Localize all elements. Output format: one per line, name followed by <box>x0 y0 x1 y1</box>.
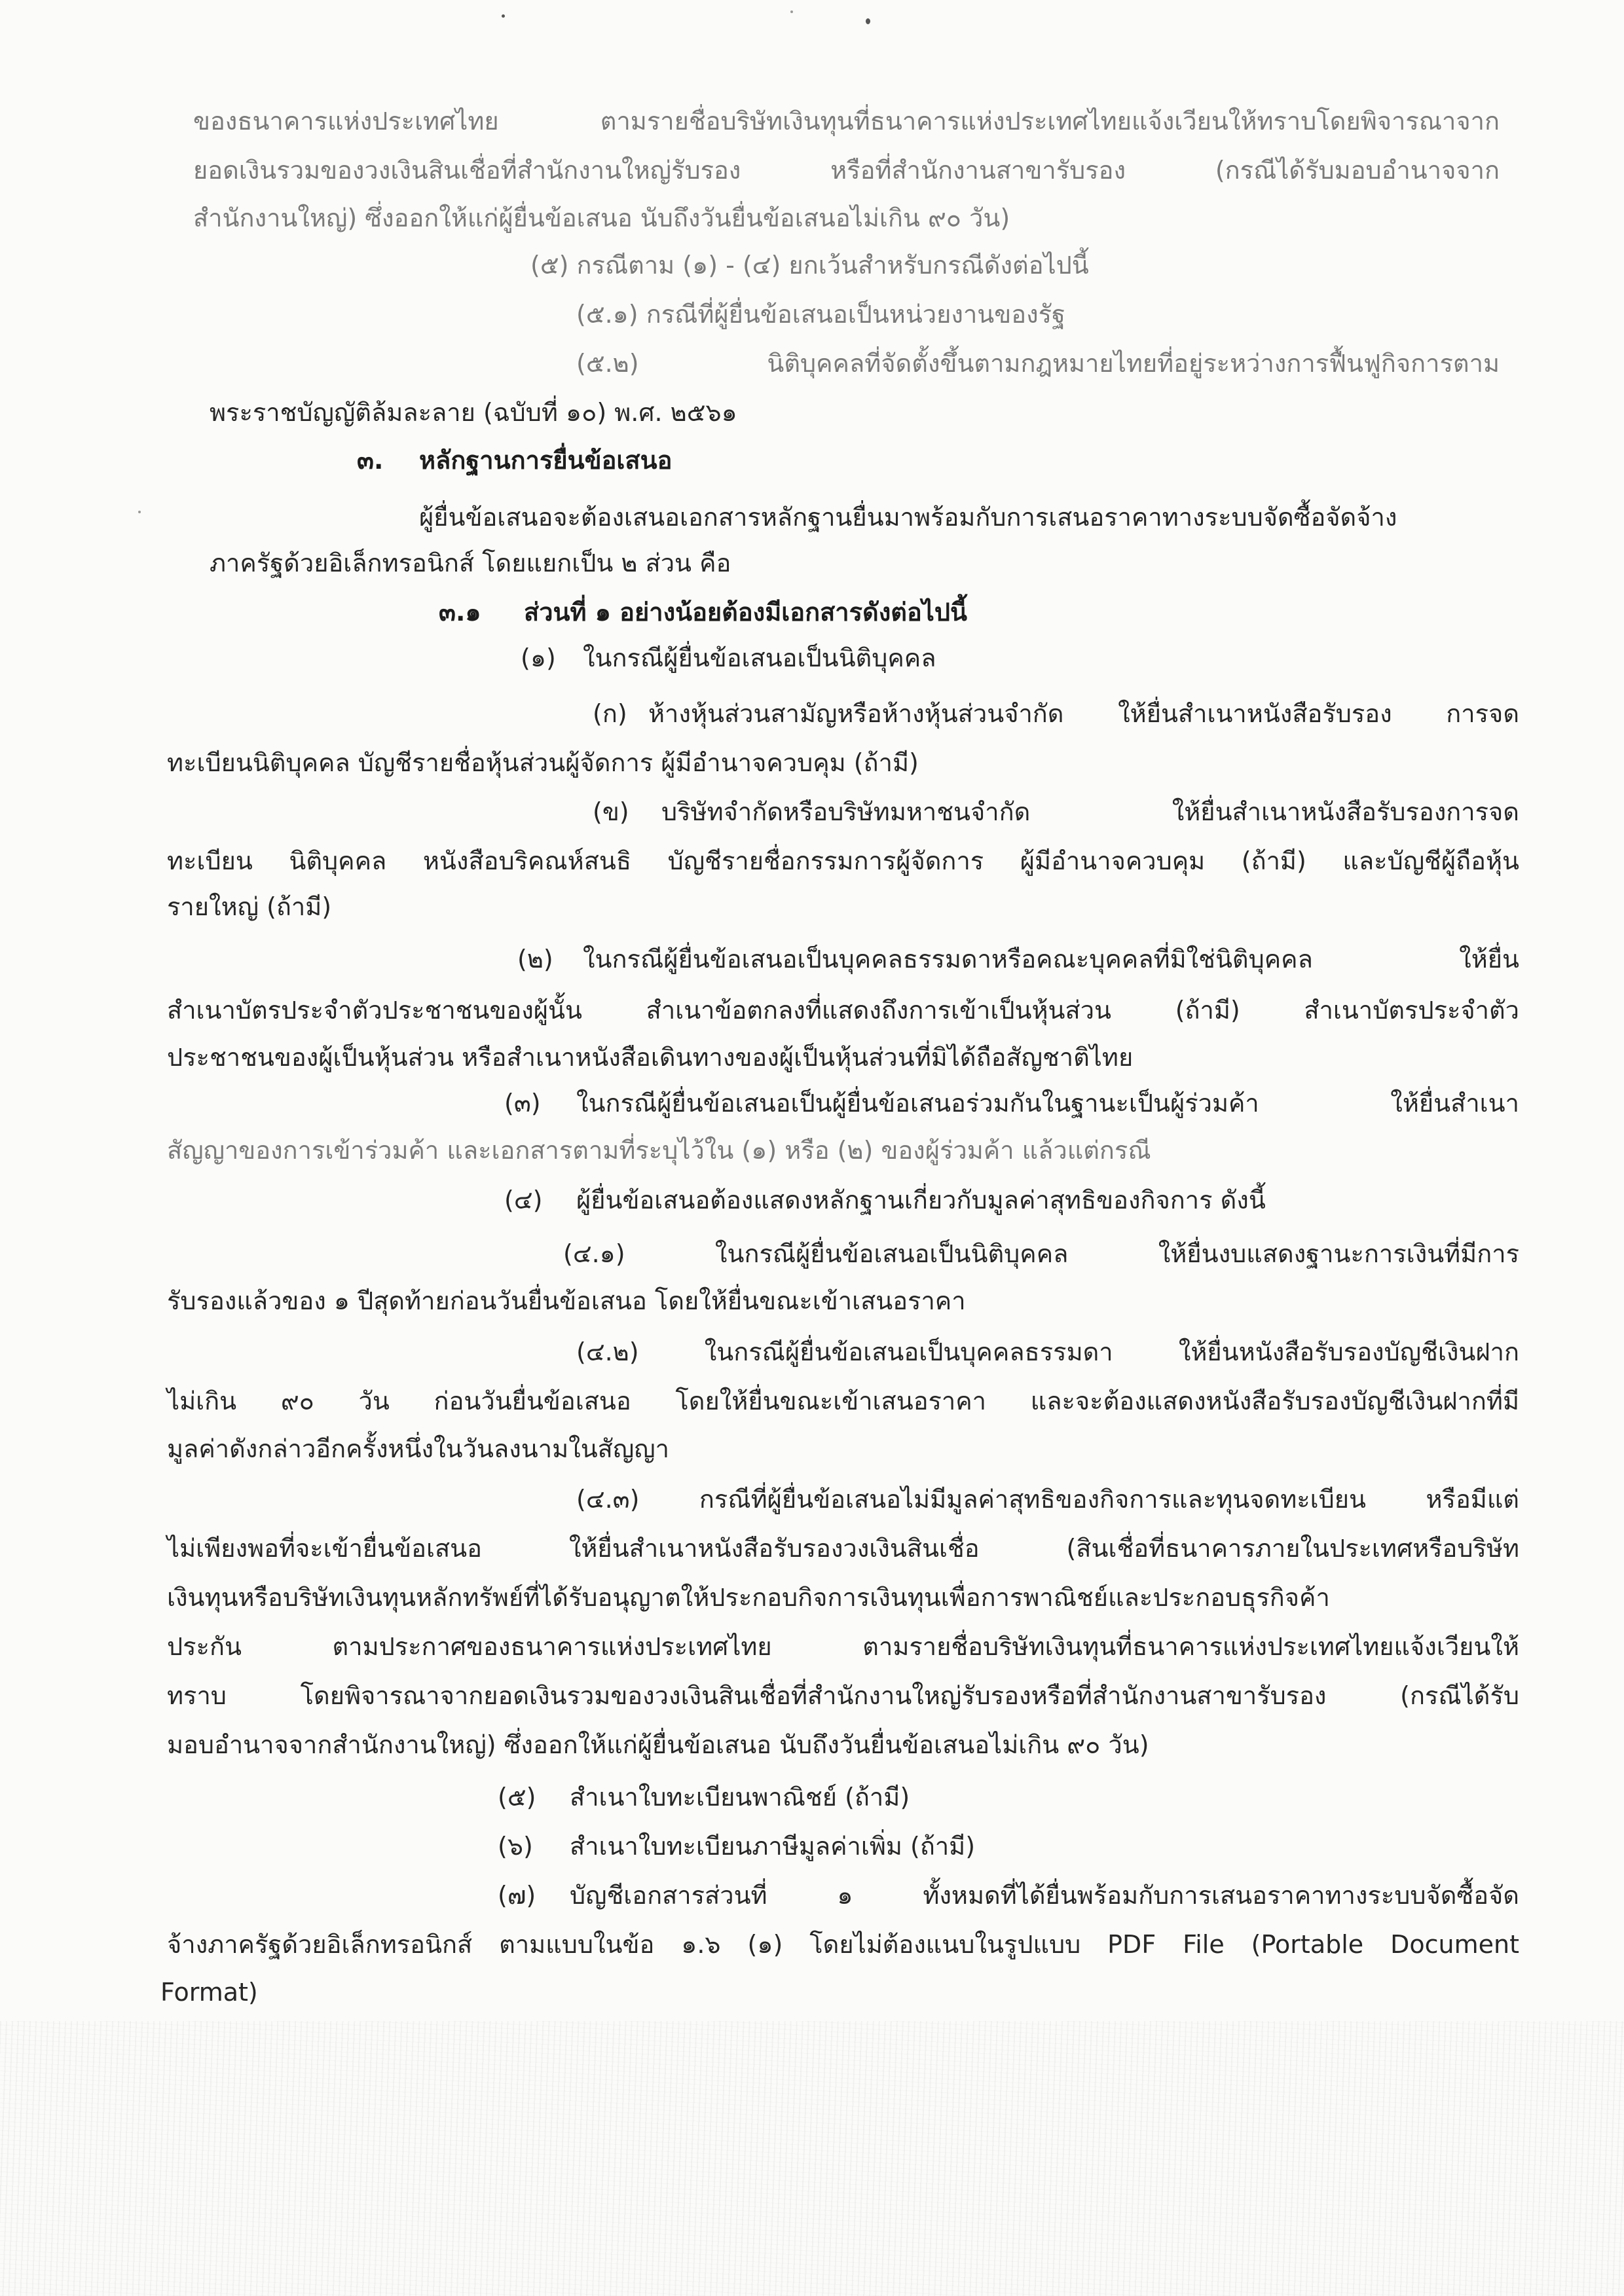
text-line: ไม่เกิน ๙๐ วัน ก่อนวันยื่นข้อเสนอ โดยให้ยื่นขณะเข้าเสนอราคา และจะต้องแสดงหนังสือรับรองบัญชีเงินฝากที่มี <box>167 1387 1519 1415</box>
text-line: สำนักงานใหญ่) ซึ่งออกให้แก่ผู้ยื่นข้อเสนอ นับถึงวันยื่นข้อเสนอไม่เกิน ๙๐ วัน) <box>193 204 1010 232</box>
text-line: ประชาชนของผู้เป็นหุ้นส่วน หรือสำเนาหนังสือเดินทางของผู้เป็นหุ้นส่วนที่มิได้ถือสัญชาติไทย <box>167 1043 1134 1072</box>
section-number: ๓. <box>357 446 384 475</box>
text-line: ผู้ยื่นข้อเสนอต้องแสดงหลักฐานเกี่ยวกับมูลค่าสุทธิของกิจการ ดังนี้ <box>576 1186 1266 1214</box>
text-line: ในกรณีผู้ยื่นข้อเสนอเป็นบุคคลธรรมดาหรือคณะบุคคลที่มิใช่นิติบุคคล ให้ยื่น <box>583 945 1519 974</box>
text-line: สำเนาบัตรประจำตัวประชาชนของผู้นั้น สำเนาข้อตกลงที่แสดงถึงการเข้าเป็นหุ้นส่วน (ถ้ามี) สำเนาบัตรประจำตัว <box>167 996 1519 1025</box>
scan-speck <box>502 14 505 18</box>
text-line: จ้างภาครัฐด้วยอิเล็กทรอนิกส์ ตามแบบในข้อ ๑.๖ (๑) โดยไม่ต้องแนบในรูปแบบ PDF File (Portable Document <box>167 1930 1519 1959</box>
text-line: (๕.๒) นิติบุคคลที่จัดตั้งขึ้นตามกฎหมายไทยที่อยู่ระหว่างการฟื้นฟูกิจการตาม <box>576 349 1500 378</box>
text-line: รับรองแล้วของ ๑ ปีสุดท้ายก่อนวันยื่นข้อเสนอ โดยให้ยื่นขณะเข้าเสนอราคา <box>167 1286 966 1315</box>
section-heading: หลักฐานการยื่นข้อเสนอ <box>419 446 673 475</box>
text-line: ไม่เพียงพอที่จะเข้ายื่นข้อเสนอ ให้ยื่นสำเนาหนังสือรับรองวงเงินสินเชื่อ (สินเชื่อที่ธนาคารภายในประเทศหรือบริษัท <box>167 1534 1519 1563</box>
text-line: ของธนาคารแห่งประเทศไทย ตามรายชื่อบริษัทเงินทุนที่ธนาคารแห่งประเทศไทยแจ้งเวียนให้ทราบโดยพิจารณาจาก <box>193 107 1500 136</box>
item-number: (๗) <box>498 1881 536 1910</box>
text-line: ในกรณีผู้ยื่นข้อเสนอเป็นนิติบุคคล <box>583 644 936 672</box>
item-number: (ข) <box>593 797 629 826</box>
item-number: (๔) <box>504 1186 543 1214</box>
text-line: (๔.๒) ในกรณีผู้ยื่นข้อเสนอเป็นบุคคลธรรมดา ให้ยื่นหนังสือรับรองบัญชีเงินฝาก <box>576 1338 1519 1366</box>
text-line: ทะเบียน นิติบุคคล หนังสือบริคณห์สนธิ บัญชีรายชื่อกรรมการผู้จัดการ ผู้มีอำนาจควบคุม (ถ้ามี) และบัญชีผู้ถือหุ้น <box>167 847 1519 875</box>
scan-noise <box>0 2021 1624 2296</box>
item-number: (๖) <box>498 1832 533 1861</box>
scan-speck <box>138 511 141 513</box>
text-line: (๔.๓) กรณีที่ผู้ยื่นข้อเสนอไม่มีมูลค่าสุทธิของกิจการและทุนจดทะเบียน หรือมีแต่ <box>576 1485 1519 1514</box>
text-line: รายใหญ่ (ถ้ามี) <box>167 892 332 921</box>
text-line: ในกรณีผู้ยื่นข้อเสนอเป็นผู้ยื่นข้อเสนอร่วมกันในฐานะเป็นผู้ร่วมค้า ให้ยื่นสำเนา <box>576 1089 1519 1118</box>
text-line: สำเนาใบทะเบียนพาณิชย์ (ถ้ามี) <box>570 1783 910 1812</box>
text-line: เงินทุนหรือบริษัทเงินทุนหลักทรัพย์ที่ได้รับอนุญาตให้ประกอบกิจการเงินทุนเพื่อการพาณิชย์และประกอบธุรกิจค้า <box>167 1583 1330 1612</box>
text-line: (๔.๑) ในกรณีผู้ยื่นข้อเสนอเป็นนิติบุคคล ให้ยื่นงบแสดงฐานะการเงินที่มีการ <box>563 1239 1519 1268</box>
text-line: (๕.๑) กรณีที่ผู้ยื่นข้อเสนอเป็นหน่วยงานของรัฐ <box>576 300 1066 329</box>
scan-speck <box>866 18 870 24</box>
item-number: (ก) <box>593 699 627 728</box>
text-line: มูลค่าดังกล่าวอีกครั้งหนึ่งในวันลงนามในสัญญา <box>167 1434 669 1463</box>
item-number: (๕) <box>498 1783 536 1812</box>
text-line: สัญญาของการเข้าร่วมค้า และเอกสารตามที่ระบุไว้ใน (๑) หรือ (๒) ของผู้ร่วมค้า แล้วแต่กรณี <box>167 1136 1151 1165</box>
item-number: (๒) <box>517 945 553 974</box>
subsection-number: ๓.๑ <box>439 598 481 627</box>
text-line: ประกัน ตามประกาศของธนาคารแห่งประเทศไทย ตามรายชื่อบริษัทเงินทุนที่ธนาคารแห่งประเทศไทยแจ้งเวียนให้ <box>167 1632 1519 1661</box>
text-line: Format) <box>160 1978 258 2007</box>
text-line: สำเนาใบทะเบียนภาษีมูลค่าเพิ่ม (ถ้ามี) <box>570 1832 976 1861</box>
text-line: มอบอำนาจจากสำนักงานใหญ่) ซึ่งออกให้แก่ผู้ยื่นข้อเสนอ นับถึงวันยื่นข้อเสนอไม่เกิน ๙๐ วัน) <box>167 1730 1149 1759</box>
item-number: (๓) <box>504 1089 541 1118</box>
text-line: ยอดเงินรวมของวงเงินสินเชื่อที่สำนักงานใหญ่รับรอง หรือที่สำนักงานสาขารับรอง (กรณีได้รับมอบอำนาจจาก <box>193 156 1500 185</box>
text-line: ทราบ โดยพิจารณาจากยอดเงินรวมของวงเงินสินเชื่อที่สำนักงานใหญ่รับรองหรือที่สำนักงานสาขารับรอง (กรณีได้รับ <box>167 1681 1519 1710</box>
item-number: (๑) <box>521 644 556 672</box>
text-line: บัญชีเอกสารส่วนที่ ๑ ทั้งหมดที่ได้ยื่นพร้อมกับการเสนอราคาทางระบบจัดซื้อจัด <box>570 1881 1519 1910</box>
text-line: ทะเบียนนิติบุคคล บัญชีรายชื่อหุ้นส่วนผู้จัดการ ผู้มีอำนาจควบคุม (ถ้ามี) <box>167 748 919 777</box>
subsection-heading: ส่วนที่ ๑ อย่างน้อยต้องมีเอกสารดังต่อไปนี้ <box>524 598 967 627</box>
text-line: ภาครัฐด้วยอิเล็กทรอนิกส์ โดยแยกเป็น ๒ ส่วน คือ <box>210 549 731 577</box>
text-line: (๕) กรณีตาม (๑) - (๔) ยกเว้นสำหรับกรณีดังต่อไปนี้ <box>530 251 1089 280</box>
text-line: ผู้ยื่นข้อเสนอจะต้องเสนอเอกสารหลักฐานยื่นมาพร้อมกับการเสนอราคาทางระบบจัดซื้อจัดจ้าง <box>419 503 1397 532</box>
text-line: บริษัทจำกัดหรือบริษัทมหาชนจำกัด ให้ยื่นสำเนาหนังสือรับรองการจด <box>661 797 1519 826</box>
text-line: พระราชบัญญัติล้มละลาย (ฉบับที่ ๑๐) พ.ศ. ๒๕๖๑ <box>210 398 737 427</box>
text-line: ห้างหุ้นส่วนสามัญหรือห้างหุ้นส่วนจำกัด ให้ยื่นสำเนาหนังสือรับรอง การจด <box>648 699 1519 728</box>
scan-speck <box>790 10 793 13</box>
